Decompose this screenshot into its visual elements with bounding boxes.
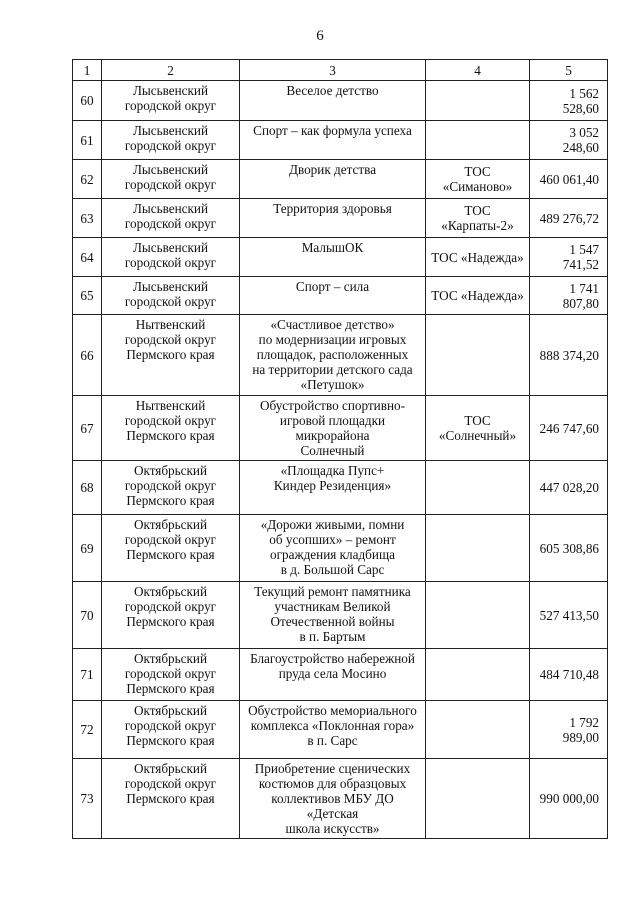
municipality-cell-text: Октябрьский городской округ Пермского края [124,517,217,562]
row-number [73,759,102,839]
table-row [73,396,608,461]
tos-cell [426,396,530,461]
tos-cell [426,121,530,160]
header-col-5: 5 [530,60,608,81]
project-name-cell-text: «Счастливое детство» по модернизации игровых площадок, расположенных на территории детского сада «Петушок» [252,317,413,392]
municipality-cell-text: Лысьвенский городской округ [124,123,217,153]
row-number [73,582,102,649]
row-number [73,515,102,582]
row-number-text: 65 [80,288,94,303]
municipality-cell [102,160,240,199]
amount-cell-text: 990 000,00 [539,791,599,806]
row-number-text: 70 [80,607,94,623]
amount-cell-text: 484 710,48 [539,667,599,682]
municipality-cell-text: Нытвенский городской округ Пермского края [124,398,217,443]
table-row [73,759,608,839]
municipality-cell [102,759,240,839]
table-row [73,461,608,515]
row-number [73,701,102,759]
table-row [73,277,608,315]
row-number [73,121,102,160]
row-number [73,277,102,315]
project-name-cell-text: Веселое детство [286,83,379,98]
project-name-cell-text: Территория здоровья [273,201,392,216]
table-row [73,701,608,759]
project-name-cell [240,582,426,649]
amount-cell [530,81,608,121]
amount-cell-text: 605 308,86 [539,540,599,556]
row-number [73,315,102,396]
project-name-cell [240,701,426,759]
table-row [73,582,608,649]
project-name-cell-text: «Площадка Пупс+ Киндер Резиденция» [273,463,392,493]
tos-cell [426,461,530,515]
municipality-cell-text: Октябрьский городской округ Пермского края [124,761,217,806]
row-number-text: 64 [80,249,94,265]
municipality-cell-text: Лысьвенский городской округ [124,162,217,192]
project-name-cell [240,315,426,396]
project-name-cell [240,759,426,839]
amount-cell [530,515,608,582]
amount-cell [530,160,608,199]
tos-cell-text: ТОС «Солнечный» [438,413,517,443]
municipality-cell [102,515,240,582]
row-number-text: 67 [80,420,94,436]
municipality-cell [102,238,240,277]
table-row [73,238,608,277]
table-row [73,515,608,582]
table-row [73,160,608,199]
page-number: 6 [316,28,324,44]
tos-cell-text: ТОС «Карпаты-2» [441,203,514,233]
amount-cell [530,277,608,315]
municipality-cell [102,277,240,315]
row-number [73,81,102,121]
project-name-cell [240,649,426,701]
project-name-cell [240,515,426,582]
amount-cell-text: 527 413,50 [539,607,599,623]
project-name-cell [240,81,426,121]
project-name-cell-text: Благоустройство набережной пруда села Мосино [250,651,415,681]
project-name-cell-text: Обустройство спортивно- игровой площадки микрорайона Солнечный [259,398,405,458]
tos-cell [426,199,530,238]
project-name-cell [240,277,426,315]
row-number-text: 68 [80,480,94,495]
amount-cell-text: 246 747,60 [539,420,599,436]
municipality-cell-text: Нытвенский городской округ Пермского края [124,317,217,362]
table-row [73,121,608,160]
row-number [73,238,102,277]
tos-cell [426,582,530,649]
table-header-row [73,60,608,81]
tos-cell [426,315,530,396]
project-name-cell-text: Дворик детства [288,162,377,177]
row-number-text: 62 [80,171,94,187]
amount-cell-text: 1 792 989,00 [562,714,599,745]
row-number-text: 61 [80,132,94,148]
amount-cell-text: 888 374,20 [539,347,599,363]
municipality-cell [102,396,240,461]
amount-cell-text: 1 741 807,80 [562,280,599,311]
municipality-cell-text: Октябрьский городской округ Пермского края [124,651,217,696]
row-number [73,461,102,515]
amount-cell [530,121,608,160]
row-number-text: 63 [80,210,94,226]
header-col-3: 3 [240,60,426,81]
project-name-cell-text: Обустройство мемориального комплекса «Поклонная гора» в п. Сарс [248,703,417,748]
row-number [73,649,102,701]
municipality-cell [102,649,240,701]
project-name-cell-text: Спорт – сила [295,279,370,294]
amount-cell-text: 1 547 741,52 [562,242,599,272]
amount-cell-text: 447 028,20 [539,480,599,495]
tos-cell [426,238,530,277]
tos-cell [426,759,530,839]
tos-cell-text: ТОС «Надежда» [431,288,524,303]
tos-cell [426,515,530,582]
project-name-cell [240,121,426,160]
municipality-cell-text: Лысьвенский городской округ [124,201,217,231]
amount-cell [530,199,608,238]
tos-cell-text: ТОС «Симаново» [442,164,513,194]
amount-cell [530,701,608,759]
municipality-cell-text: Лысьвенский городской округ [124,83,217,113]
municipality-cell [102,582,240,649]
project-name-cell-text: МалышОК [301,240,364,255]
tos-cell [426,701,530,759]
amount-cell [530,315,608,396]
municipality-cell [102,701,240,759]
amount-cell [530,396,608,461]
municipality-cell-text: Лысьвенский городской округ [124,240,217,270]
project-name-cell [240,160,426,199]
municipality-cell-text: Октябрьский городской округ Пермского края [124,463,217,508]
tos-cell [426,277,530,315]
row-number [73,199,102,238]
table-row [73,315,608,396]
tos-cell [426,81,530,121]
municipality-cell [102,461,240,515]
amount-cell-text: 3 052 248,60 [562,125,599,155]
project-name-cell [240,461,426,515]
table-row [73,81,608,121]
projects-table [72,59,608,839]
row-number-text: 73 [80,791,94,806]
table-row [73,649,608,701]
amount-cell-text: 460 061,40 [539,171,599,187]
amount-cell-text: 1 562 528,60 [562,85,599,116]
table-row [73,199,608,238]
row-number-text: 66 [80,347,94,363]
tos-cell [426,649,530,701]
header-col-4: 4 [426,60,530,81]
project-name-cell [240,396,426,461]
municipality-cell [102,199,240,238]
amount-cell [530,759,608,839]
amount-cell [530,649,608,701]
municipality-cell-text: Октябрьский городской округ Пермского края [124,703,217,748]
municipality-cell [102,121,240,160]
amount-cell [530,582,608,649]
municipality-cell [102,81,240,121]
row-number-text: 71 [80,667,94,682]
municipality-cell-text: Октябрьский городской округ Пермского края [124,584,217,629]
project-name-cell-text: Спорт – как формула успеха [253,123,412,138]
row-number-text: 69 [80,540,94,556]
project-name-cell-text: Текущий ремонт памятника участникам Великой Отечественной войны в п. Бартым [254,584,411,644]
tos-cell-text: ТОС «Надежда» [431,249,524,265]
tos-cell [426,160,530,199]
project-name-cell-text: Приобретение сценических костюмов для образцовых коллективов МБУ ДО «Детская школа искусств» [254,761,411,836]
row-number-text: 60 [80,93,94,108]
project-name-cell [240,238,426,277]
header-col-1: 1 [73,60,102,81]
project-name-cell [240,199,426,238]
municipality-cell [102,315,240,396]
row-number-text: 72 [80,722,94,737]
amount-cell [530,461,608,515]
header-col-2: 2 [102,60,240,81]
project-name-cell-text: «Дорожи живыми, помни об усопших» – ремонт ограждения кладбища в д. Большой Сарс [260,517,405,577]
row-number [73,160,102,199]
amount-cell [530,238,608,277]
row-number [73,396,102,461]
municipality-cell-text: Лысьвенский городской округ [124,279,217,309]
amount-cell-text: 489 276,72 [539,210,599,226]
